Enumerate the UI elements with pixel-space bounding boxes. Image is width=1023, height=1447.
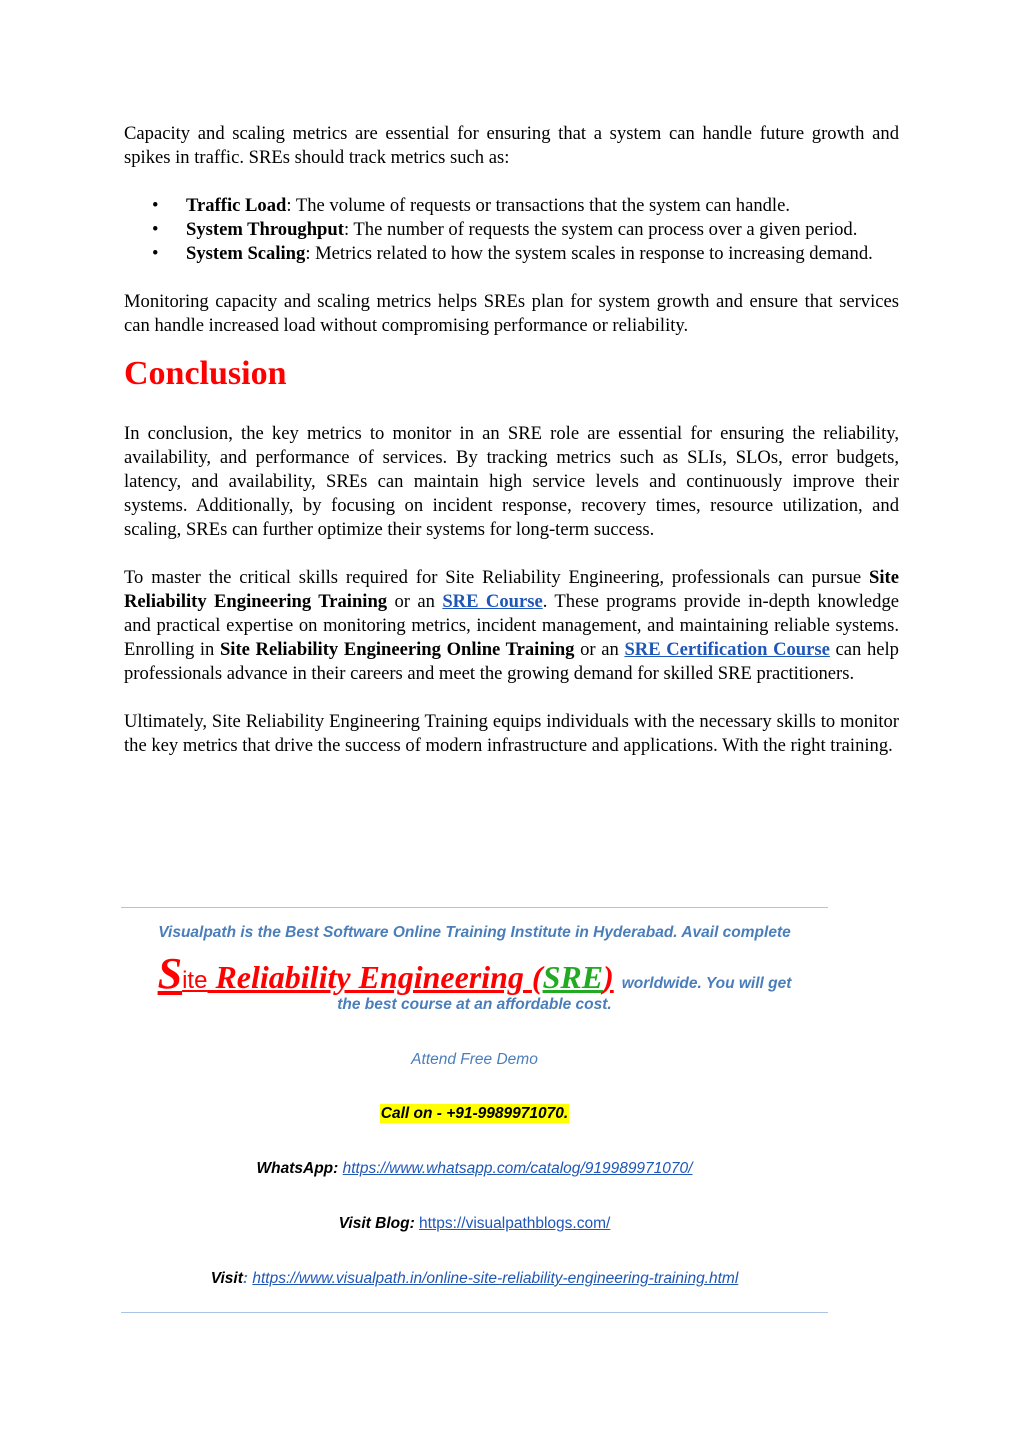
promo-line: the best course at an affordable cost. [337,996,612,1013]
promo-headline [121,948,828,999]
monitoring-paragraph: Monitoring capacity and scaling metrics helps SREs plan for system growth and ensure that services can handle increased load without compromising performance or reliability. [124,291,899,336]
headline-abbr: SRE [542,959,604,995]
blog-line [121,1215,828,1233]
ultimately-paragraph: Ultimately, Site Reliability Engineering Training equips individuals with the necessary skills to monitor the key metrics that drive the success of modern infrastructure and applications. With the right training. [124,711,899,756]
list-item-text: : The number of requests the system can process over a given period. [343,219,858,240]
visit-link[interactable]: https://www.visualpath.in/online-site-reliability-engineering-training.html [252,1270,739,1287]
metrics-list [124,194,899,266]
bold-run: Site Reliability Engineering Training [124,567,899,612]
list-item-text: : The volume of requests or transactions that the system can handle. [286,195,790,216]
headline-tail: worldwide. You will get [621,975,792,992]
conclusion-paragraph: In conclusion, the key metrics to monitor in an SRE role are essential for ensuring the reliability, availability, and performance of services. By tracking metrics such as SLIs, SLOs, error budgets, latency, and availability, SREs can maintain high service levels and continuously improve their systems. Additionally, by focusing on incident response, recovery times, resource utilization, and scaling, SREs can further optimize their systems for long-term success. [124,423,899,540]
call-line [121,1105,828,1123]
headline-close-paren: ) [603,959,614,995]
headline-course: Reliability Engineering [207,959,532,995]
whatsapp-label: WhatsApp: [256,1160,339,1177]
bold-run: Site Reliability Engineering Online Training [219,639,575,660]
text-run: or an [387,591,443,612]
list-item [186,242,899,266]
list-item [186,218,899,242]
list-item-text: : Metrics related to how the system scales in response to increasing demand. [305,243,873,264]
blog-label: Visit Blog [338,1215,410,1232]
blog-link[interactable]: https://visualpathblogs.com/ [419,1215,611,1232]
list-item [186,194,899,218]
whatsapp-line [121,1160,828,1178]
visit-line [121,1270,828,1288]
list-item-term: Traffic Load [186,195,287,216]
sre-certification-course-link[interactable]: SRE Certification Course [624,639,830,660]
headline-initial: S [157,949,183,998]
list-item-term: System Throughput [186,219,344,240]
promo-box [121,907,828,1313]
sre-course-link[interactable]: SRE Course [442,591,543,612]
list-item-term: System Scaling [186,243,306,264]
headline-ite: ite [182,967,208,994]
attend-free-demo[interactable]: Attend Free Demo [411,1051,538,1068]
visit-colon: : [242,1270,249,1287]
promo-line: Visualpath is the Best Software Online Training Institute in Hyderabad. Avail complete [158,924,791,941]
conclusion-heading: Conclusion [124,355,287,392]
visit-label: Visit [210,1270,243,1287]
call-number: Call on - +91-9989971070. [380,1105,569,1122]
document-body [124,122,899,758]
training-paragraph [124,566,899,686]
intro-paragraph: Capacity and scaling metrics are essential for ensuring that a system can handle future growth and spikes in traffic. SREs should track metrics such as: [124,123,899,168]
text-run: can help professionals advance in their careers and meet the growing demand for skilled SRE practitioners. [124,639,899,684]
headline-open-paren: ( [531,959,543,995]
text-run: To master the critical skills required for Site Reliability Engineering, professionals can pursue [124,567,870,588]
whatsapp-link[interactable]: https://www.whatsapp.com/catalog/919989971070/ [342,1160,693,1177]
text-run: or an [574,639,625,660]
blog-colon: : [409,1215,415,1232]
text-run: . These programs provide in-depth knowledge and practical expertise on monitoring metrics, incident management, and maintaining reliable systems. Enrolling in [124,591,899,660]
